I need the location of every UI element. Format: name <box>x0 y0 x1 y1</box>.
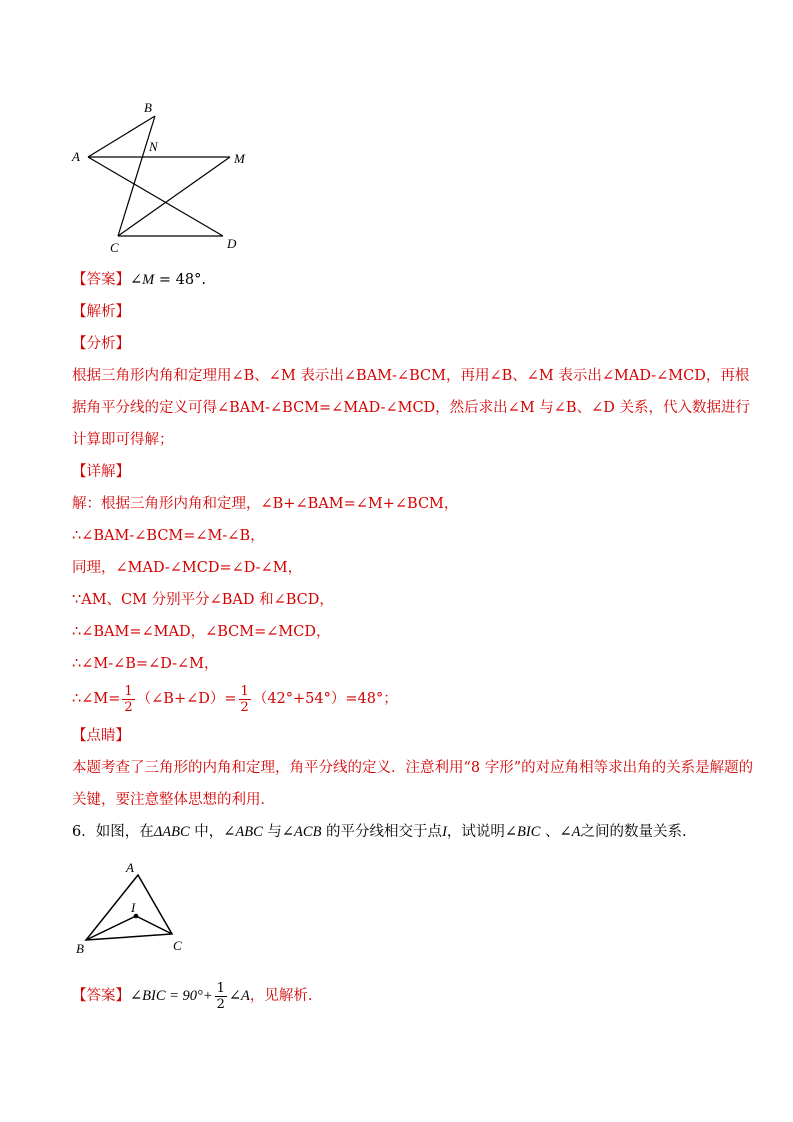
final-step-prefix: ∴∠M= <box>72 691 121 707</box>
answer-2 <box>72 979 313 1013</box>
step-2: ∴∠BAM-∠BCM=∠M-∠B， <box>72 528 265 544</box>
answer-2-expr2: ∠A <box>228 988 250 1004</box>
section-jiexi: 【解析】 <box>72 304 130 320</box>
answer-1-tail: . <box>201 272 206 288</box>
label-D: D <box>227 236 237 251</box>
figure-2-diagram <box>70 855 200 960</box>
q6-prefix: 6．如图，在 <box>72 824 154 840</box>
final-step <box>72 682 398 716</box>
analysis-line-3: 计算即可得解； <box>72 432 174 448</box>
label-A2: A <box>126 860 134 875</box>
label-A: A <box>72 149 80 164</box>
step-3: 同理，∠MAD-∠MCD=∠D-∠M， <box>72 560 303 576</box>
q6-sep: 、 <box>540 824 560 840</box>
label-B2: B <box>76 941 84 956</box>
q6-zhong: 中， <box>189 824 224 840</box>
fraction-num-2: 1 <box>240 683 249 699</box>
q6-angle-abc: ∠ABC <box>223 824 263 840</box>
q6-angle-a: ∠A <box>559 824 581 840</box>
q6-angle-bic: ∠BIC <box>504 824 541 840</box>
label-M: M <box>234 151 245 166</box>
answer-2-expr1: ∠BIC = 90°+ <box>130 988 213 1004</box>
summary-line-1: 本题考查了三角形的内角和定理，角平分线的定义．注意利用“8 字形”的对应角相等求出角的关系是解题的 <box>72 760 754 776</box>
section-dianjing: 【点睛】 <box>72 728 130 744</box>
analysis-line-1: 根据三角形内角和定理用∠B、∠M 表示出∠BAM-∠BCM，再用∠B、∠M 表示出∠MAD-∠MCD，再根 <box>72 368 750 384</box>
fraction-num: 1 <box>124 683 133 699</box>
q6-mid: 的平分线相交于点 <box>321 824 443 840</box>
label-B: B <box>144 100 152 115</box>
final-step-tail: （42°+54°）=48°； <box>252 691 398 707</box>
fraction-half <box>122 684 134 715</box>
step-5: ∴∠BAM=∠MAD，∠BCM=∠MCD， <box>72 624 331 640</box>
label-I: I <box>131 900 136 915</box>
q6-ask: ，试说明 <box>446 824 505 840</box>
analysis-line-2: 据角平分线的定义可得∠BAM-∠BCM=∠MAD-∠MCD，然后求出∠M 与∠B、∠D 关系，代入数据进行 <box>72 400 750 416</box>
answer-1 <box>72 270 206 290</box>
step-1: 解：根据三角形内角和定理，∠B+∠BAM=∠M+∠BCM， <box>72 496 459 512</box>
answer-tag: 【答案】 <box>72 272 130 288</box>
q6-yu: 与 <box>262 824 282 840</box>
fraction-den-2: 2 <box>240 699 249 715</box>
section-xiangjie: 【详解】 <box>72 464 130 480</box>
figure-1-diagram <box>60 95 260 260</box>
segment-BC <box>118 116 155 236</box>
step-6: ∴∠M-∠B=∠D-∠M， <box>72 656 219 672</box>
triangle-ABC <box>86 875 172 940</box>
fraction-den: 2 <box>124 699 133 715</box>
answer-2-tag: 【答案】 <box>72 988 130 1004</box>
answer-1-value: = 48° <box>154 272 202 288</box>
label-N: N <box>149 139 158 154</box>
q6-triangle: ΔABC <box>153 824 190 840</box>
label-C: C <box>110 240 119 255</box>
answer-2-num: 1 <box>216 980 225 996</box>
summary-line-2: 关键，要注意整体思想的利用． <box>72 792 275 808</box>
segment-AB <box>88 116 155 157</box>
answer-1-var: M <box>142 272 155 288</box>
segment-AD <box>88 157 223 236</box>
fraction-half-2 <box>239 684 251 715</box>
segment-CM <box>118 157 230 236</box>
q6-point-i: I <box>442 824 447 840</box>
question-6 <box>72 822 687 842</box>
label-C2: C <box>173 938 182 953</box>
step-4: ∵AM、CM 分别平分∠BAD 和∠BCD， <box>72 592 334 608</box>
q6-angle-acb: ∠ACB <box>281 824 322 840</box>
answer-2-den: 2 <box>216 996 225 1012</box>
section-fenxi: 【分析】 <box>72 336 130 352</box>
answer-2-tail: ，见解析. <box>249 988 313 1004</box>
q6-end: 之间的数量关系. <box>580 824 687 840</box>
final-step-mid: （∠B+∠D）= <box>136 691 237 707</box>
answer-2-fraction <box>215 981 227 1012</box>
answer-1-angle: ∠ <box>130 272 143 288</box>
